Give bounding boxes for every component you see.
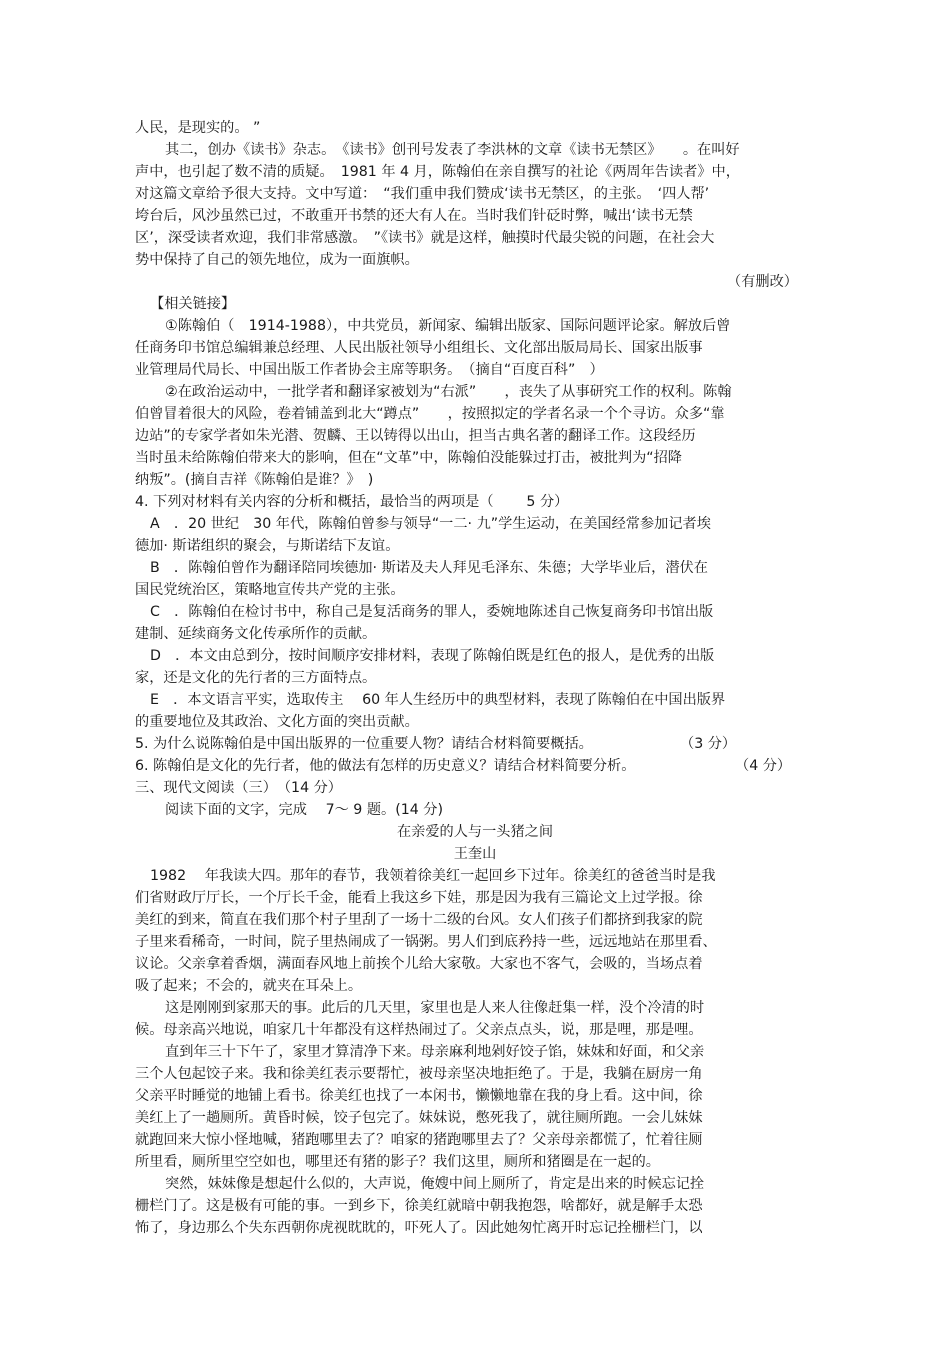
question-5-score: （3 分） <box>680 736 737 752</box>
question-4-option-d-cont: 家，还是文化的先行者的三方面特点。 <box>135 670 377 686</box>
story-line: 突然，妹妹像是想起什么似的，大声说，俺嫂中间上厕所了，肯定是出来的时候忘记拴 <box>165 1176 705 1192</box>
passage-line: 区’，深受读者欢迎，我们非常感激。 ”《读书》就是这样，触摸时代最尖锐的问题，在社会大 <box>135 230 715 246</box>
question-4-option-a-cont: 德加· 斯诺组织的聚会，与斯诺结下友谊。 <box>135 538 400 554</box>
passage-line: 声中，也引起了数不清的质疑。 1981 年 4 月，陈翰伯在亲自撰写的社论《两周年告读者》中， <box>135 164 740 180</box>
question-4-option-e: E ．本文语言平实，选取传主 60 年人生经历中的典型材料，表现了陈翰伯在中国出版界 <box>150 692 726 708</box>
related-link-line: 任商务印书馆总编辑兼总经理、人民出版社领导小组组长、文化部出版局局长、国家出版事 <box>135 340 703 356</box>
related-link-line: 伯曾冒着很大的风险，卷着铺盖到北大“蹲点” ，按照拟定的学者名录一个个寻访。众多“靠 <box>135 406 725 422</box>
story-line: 吸了起来；不会的，就夹在耳朵上。 <box>135 978 363 994</box>
story-line: 美红的到来，简直在我们那个村子里刮了一场十二级的台风。女人们孩子们都挤到我家的院 <box>135 912 703 928</box>
story-line: 1982 年我读大四。那年的春节，我领着徐美红一起回乡下过年。徐美红的爸爸当时是我 <box>150 868 716 884</box>
story-line: 怖了，身边那么个失东西朝你虎视眈眈的，吓死人了。因此她匆忙离开时忘记拴栅栏门，以 <box>135 1220 703 1236</box>
story-line: 美红上了一趟厕所。黄昏时候，饺子包完了。妹妹说，憋死我了，就往厕所跑。一会儿妹妹 <box>135 1110 703 1126</box>
story-title: 在亲爱的人与一头猪之间 <box>396 824 554 840</box>
story-line: 候。母亲高兴地说，咱家几十年都没有这样热闹过了。父亲点点头，说，那是哩，那是哩。 <box>135 1022 703 1038</box>
question-5: 5. 为什么说陈翰伯是中国出版界的一位重要人物？请结合材料简要概括。 <box>135 736 593 752</box>
story-line: 子里来看稀奇，一时间，院子里热闹成了一锅粥。男人们到底矜持一些，远远地站在那里看、 <box>135 934 717 950</box>
question-6: 6. 陈翰伯是文化的先行者，他的做法有怎样的历史意义？请结合材料简要分析。 <box>135 758 636 774</box>
section-3-heading: 三、现代文阅读（三） （14 分） <box>135 780 342 796</box>
related-links-heading: 【相关链接】 <box>150 296 236 312</box>
question-4-option-a: A ．20 世纪 30 年代，陈翰伯曾参与领导“一二· 九”学生运动，在美国经常参加记者埃 <box>150 516 711 532</box>
related-link-line: 当时虽未给陈翰伯带来大的影响，但在“文革”中，陈翰伯没能躲过打击，被批判为“招降 <box>135 450 682 466</box>
story-line: 们省财政厅厅长，一个厅长千金，能看上我这乡下娃，那是因为我有三篇论文上过学报。徐 <box>135 890 703 906</box>
question-4-stem: 4. 下列对材料有关内容的分析和概括，最恰当的两项是（ 5 分） <box>135 494 569 510</box>
story-line: 父亲平时睡觉的地铺上看书。徐美红也找了一本闲书，懒懒地靠在我的身上看。这中间，徐 <box>135 1088 703 1104</box>
question-4-option-b-cont: 国民党统治区，策略地宣传共产党的主张。 <box>135 582 405 598</box>
story-line: 所里看，厕所里空空如也，哪里还有猪的影子？我们这里，厕所和猪圈是在一起的。 <box>135 1154 660 1170</box>
passage-line: 对这篇文章给予很大支持。文中写道： “我们重申我们赞成‘读书无禁区，的主张。 ‘四人帮’ <box>135 186 710 202</box>
passage-line: 人民，是现实的。 ” <box>135 120 261 136</box>
story-line: 直到年三十下午了，家里才算清净下来。母亲麻利地剁好饺子馅，妹妹和好面，和父亲 <box>165 1044 705 1060</box>
passage-line: 垮台后，风沙虽然已过，不敢重开书禁的还大有人在。当时我们针砭时弊，喊出‘读书无禁 <box>135 208 693 224</box>
story-author: 王奎山 <box>453 846 497 862</box>
question-4-option-c: C ．陈翰伯在检讨书中，称自己是复活商务的罪人，委婉地陈述自己恢复商务印书馆出版 <box>150 604 714 620</box>
passage-line: 势中保持了自己的领先地位，成为一面旗帜。 <box>135 252 419 268</box>
story-line: 三个人包起饺子来。我和徐美红表示要帮忙，被母亲坚决地拒绝了。于是，我躺在厨房一角 <box>135 1066 703 1082</box>
question-4-option-c-cont: 建制、延续商务文化传承所作的贡献。 <box>135 626 377 642</box>
question-4-option-b: B ．陈翰伯曾作为翻译陪同埃德加· 斯诺及夫人拜见毛泽东、朱德；大学毕业后，潜伏在 <box>150 560 708 576</box>
story-line: 就跑回来大惊小怪地喊，猪跑哪里去了？咱家的猪跑哪里去了？父亲母亲都慌了，忙着往厕 <box>135 1132 703 1148</box>
related-link-line: ①陈翰伯（ 1914-1988），中共党员，新闻家、编辑出版家、国际问题评论家。解放后曾 <box>165 318 731 334</box>
question-4-option-d: D ．本文由总到分，按时间顺序安排材料，表现了陈翰伯既是红色的报人，是优秀的出版 <box>150 648 715 664</box>
section-3-instruction: 阅读下面的文字，完成 7～ 9 题。(14 分) <box>165 802 444 818</box>
question-6-score: （4 分） <box>735 758 792 774</box>
passage-line: 其二，创办《读书》杂志。 《读书》创刊号发表了李洪林的文章《读书无禁区》 。在叫好 <box>165 142 740 158</box>
related-link-line: ②在政治运动中，一批学者和翻译家被划为“右派” ，丧失了从事研究工作的权利。陈翰 <box>165 384 732 400</box>
story-line: 议论。父亲拿着香烟，满面春风地上前挨个儿给大家敬。大家也不客气，会吸的，当场点着 <box>135 956 703 972</box>
abridged-note: （有删改） <box>727 274 798 290</box>
story-line: 栅栏门了。这是极有可能的事。一到乡下，徐美红就暗中朝我抱怨，啥都好，就是解手太恐 <box>135 1198 703 1214</box>
story-line: 这是刚刚到家那天的事。此后的几天里，家里也是人来人往像赶集一样，没个冷清的时 <box>165 1000 705 1016</box>
question-4-option-e-cont: 的重要地位及其政治、文化方面的突出贡献。 <box>135 714 419 730</box>
related-link-line: 纳叛”。(摘自吉祥《陈翰伯是谁？》 ) <box>135 472 374 488</box>
related-link-line: 边站”的专家学者如朱光潜、贺麟、王以铸得以出山，担当古典名著的翻译工作。这段经历 <box>135 428 696 444</box>
related-link-line: 业管理局代局长、中国出版工作者协会主席等职务。 （摘自“百度百科” ） <box>135 362 604 378</box>
